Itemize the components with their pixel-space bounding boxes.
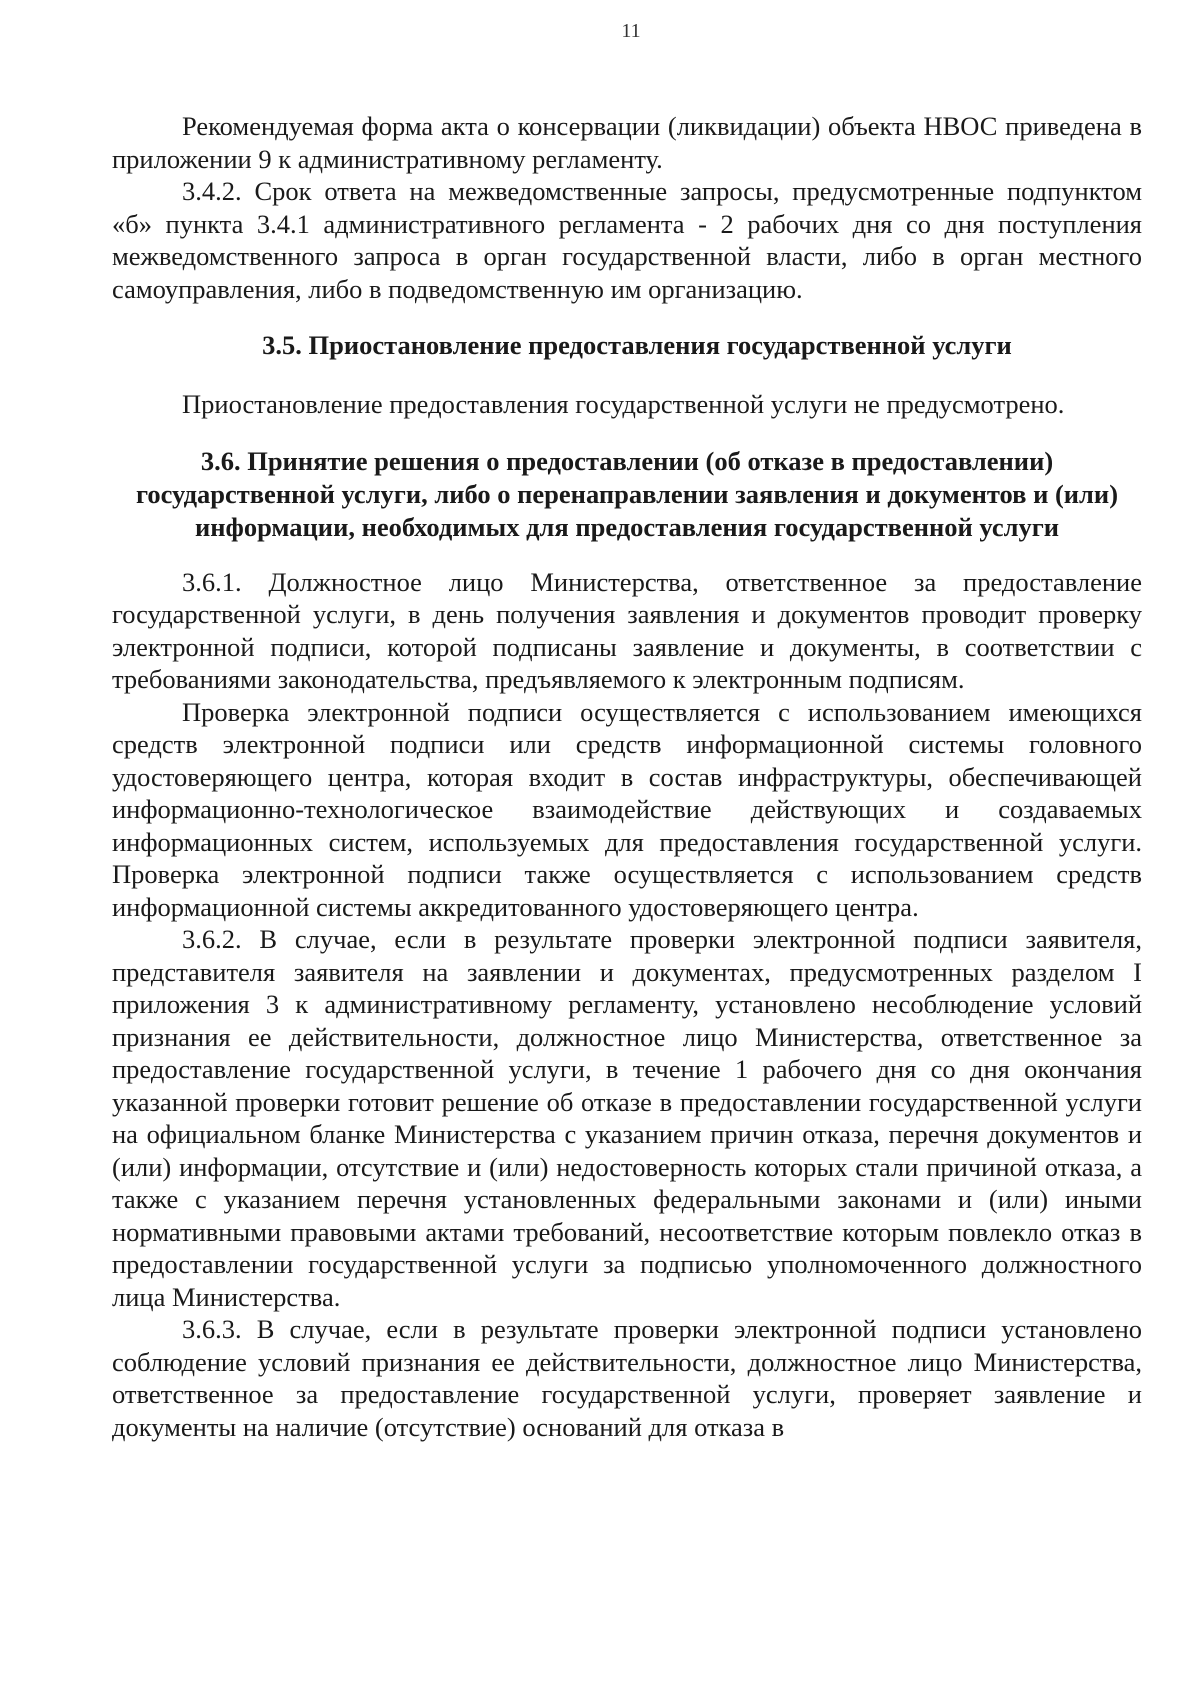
paragraph-3-5-text: Приостановление предоставления государственной услуги не предусмотрено. [182,389,1065,419]
paragraph-form-recommendation: Рекомендуемая форма акта о консервации (ликвидации) объекта НВОС приведена в приложении 9 к административному регламенту. [112,111,1142,174]
paragraph-3-6-3: 3.6.3. В случае, если в результате проверки электронной подписи установлено соблюдение условий признания ее действительности, должностное лицо Министерства, ответственное за предоставление государственной услуги, проверяет заявление и документы на наличие (отсутствие) оснований для отказа в [112,1314,1142,1442]
section-heading-3-5: 3.5. Приостановление предоставления государственной услуги [262,330,1012,360]
paragraph-3-6-2: 3.6.2. В случае, если в результате проверки электронной подписи заявителя, представителя заявителя на заявлении и документах, предусмотренных разделом I приложения 3 к административному регламенту, установлено несоблюдение условий признания ее действительности, должностное лицо Министерства, ответственное за предоставление государственной услуги, в течение 1 рабочего дня со дня окончания указанной проверки готовит решение об отказе в предоставлении государственной услуги на официальном бланке Министерства с указанием причин отказа, перечня документов и (или) информации, отсутствие и (или) недостоверность которых стали причиной отказа, а также с указанием перечня установленных федеральными законами и (или) иными нормативными правовыми актами требований, несоответствие которым повлекло отказ в предоставлении государственной услуги за подписью уполномоченного должностного лица Министерства. [112,924,1142,1312]
paragraph-3-6-1: 3.6.1. Должностное лицо Министерства, ответственное за предоставление государственной услуги, в день получения заявления и документов проводит проверку электронной подписи, которой подписаны заявление и документы, в соответствии с требованиями законодательства, предъявляемого к электронным подписям. [112,566,1142,694]
paragraph-signature-check: Проверка электронной подписи осуществляется с использованием имеющихся средств электронной подписи или средств информационной системы головного удостоверяющего центра, которая входит в состав инфраструктуры, обеспечивающей информационно-технологическое взаимодействие действующих и создаваемых информационных систем, используемых для предоставления государственной услуги. Проверка электронной подписи также осуществляется с использованием средств информационной системы аккредитованного удостоверяющего центра. [112,696,1142,922]
paragraph-3-4-2: 3.4.2. Срок ответа на межведомственные запросы, предусмотренные подпунктом «б» пункта 3.4.1 административного регламента - 2 рабочих дня со дня поступления межведомственного запроса в орган государственной власти, либо в орган местного самоуправления, либо в подведомственную им организацию. [112,176,1142,304]
document-body [112,110,1142,1443]
section-heading-3-6: 3.6. Принятие решения о предоставлении (об отказе в предоставлении) государственной услуги, либо о перенаправлении заявления и документов и (или) информации, необходимых для предоставления государственной услуги [135,445,1119,542]
page-number: 11 [621,20,641,42]
